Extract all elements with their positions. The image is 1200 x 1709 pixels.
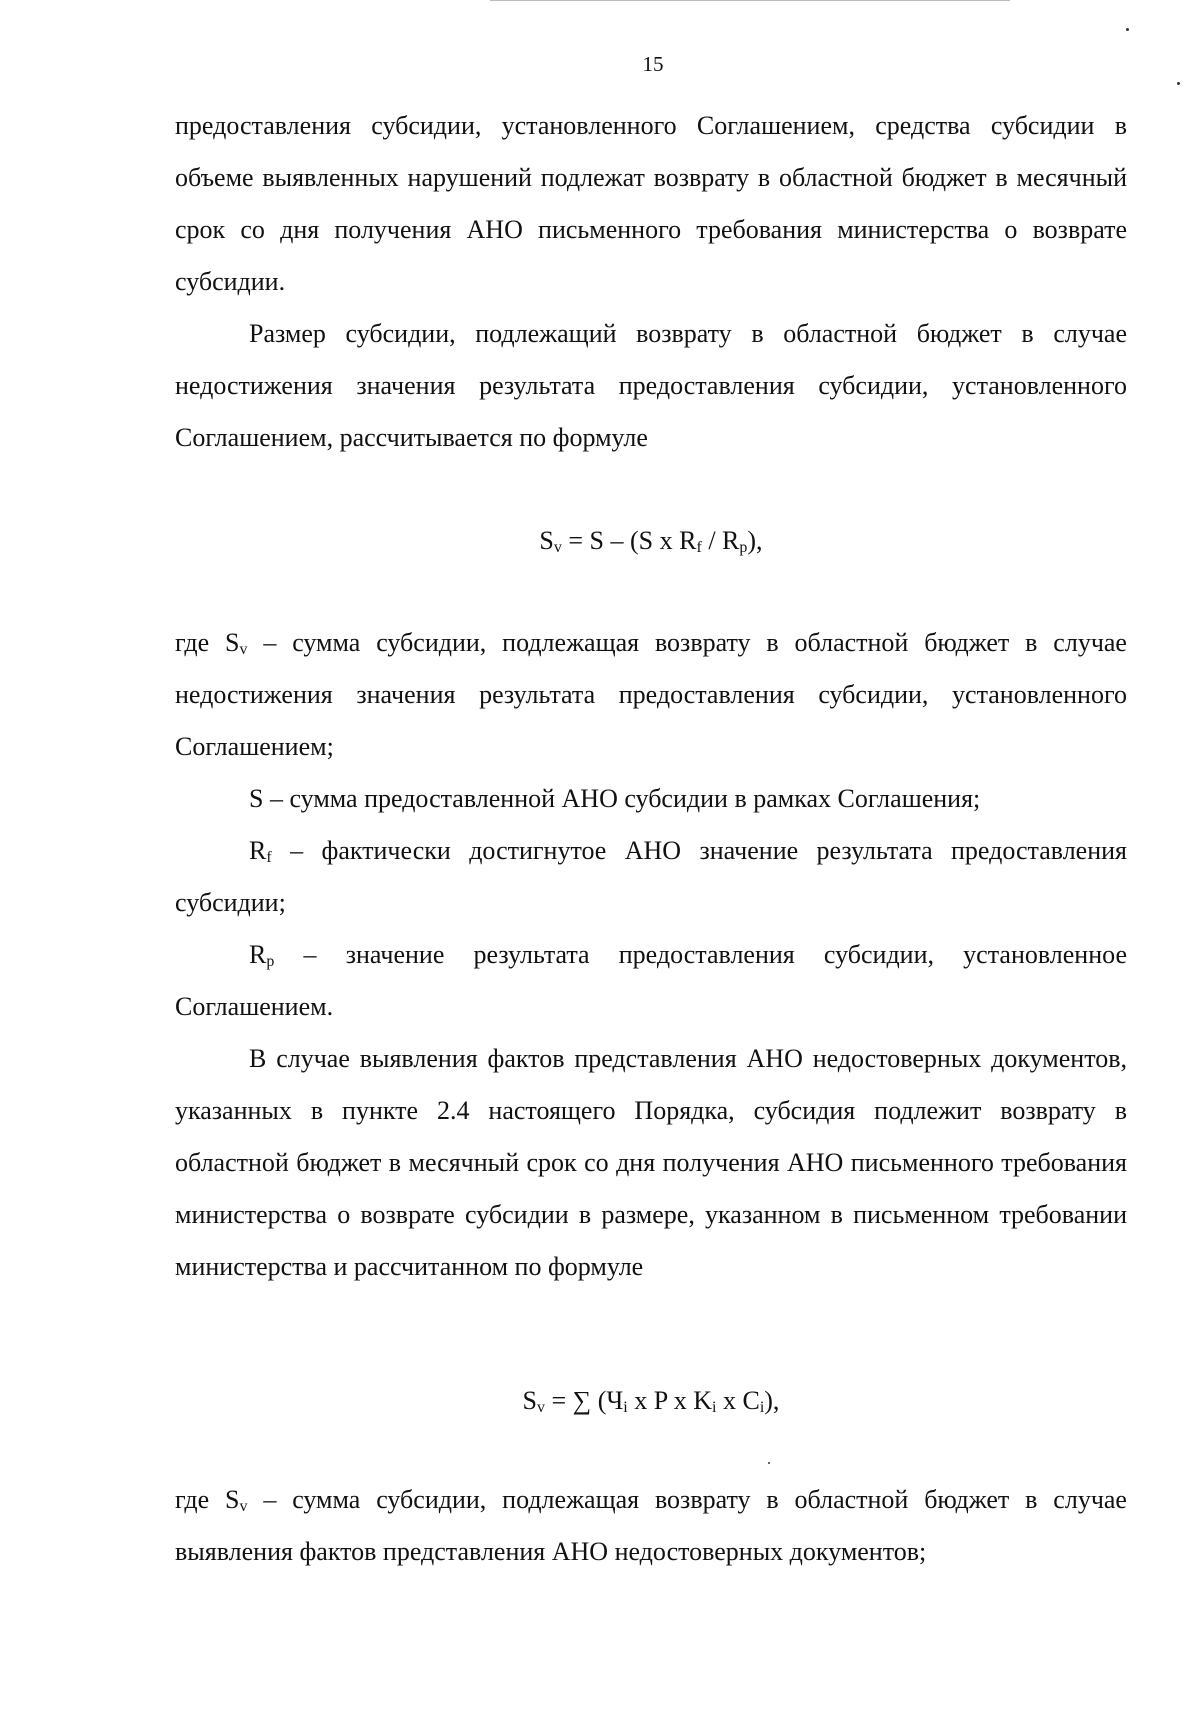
definition-rf: $R_f$ – фактически достигнутое АНО значение результата предоставления субсидии;: [175, 836, 1127, 917]
text-block-top: [175, 100, 1127, 464]
scan-edge-top: [490, 0, 1010, 1]
scan-speck: [1126, 28, 1129, 31]
text-block-definitions: [175, 617, 1127, 1293]
formula-refund-false-docs: $S_v$ = ∑ ($Ч_i$ x P x $K_i$ x $C_i$),: [522, 1386, 780, 1416]
scan-speck: [768, 1462, 770, 1464]
definition-s: S – сумма предоставленной АНО субсидии в рамках Соглашения;: [249, 784, 981, 813]
paragraph-continuation: предоставления субсидии, установленного Соглашением, средства субсидии в объеме выявленных нарушений подлежат возврату в областной бюджет в месячный срок со дня получения АНО письменного требования министерства о возврате субсидии.: [175, 111, 1127, 296]
text-block-bottom: [175, 1474, 1127, 1578]
scan-speck: [1177, 82, 1180, 85]
paragraph-subsidy-size: Размер субсидии, подлежащий возврату в областной бюджет в случае недостижения значения результата предоставления субсидии, установленного Соглашением, рассчитывается по формуле: [175, 319, 1127, 452]
paragraph-false-documents: В случае выявления фактов представления АНО недостоверных документов, указанных в пункте 2.4 настоящего Порядка, субсидия подлежит возврату в областной бюджет в месячный срок со дня получения АНО письменного требования министерства о возврате субсидии в размере, указанном в письменном требовании министерства и рассчитанном по формуле: [175, 1044, 1127, 1281]
definition-sv: где $S_v$ – сумма субсидии, подлежащая возврату в областной бюджет в случае недостижения значения результата предоставления субсидии, установленного Соглашением;: [175, 628, 1127, 761]
formula-refund-result: $S_v = S - (S$ x $R_f / R_p$),: [539, 526, 763, 556]
definition-rp: $R_p$ – значение результата предоставления субсидии, установленное Соглашением.: [175, 940, 1127, 1021]
page-number: 15: [642, 52, 664, 76]
definition-sv-2: где $S_v$ – сумма субсидии, подлежащая возврату в областной бюджет в случае выявления фактов представления АНО недостоверных документов;: [175, 1485, 1127, 1566]
